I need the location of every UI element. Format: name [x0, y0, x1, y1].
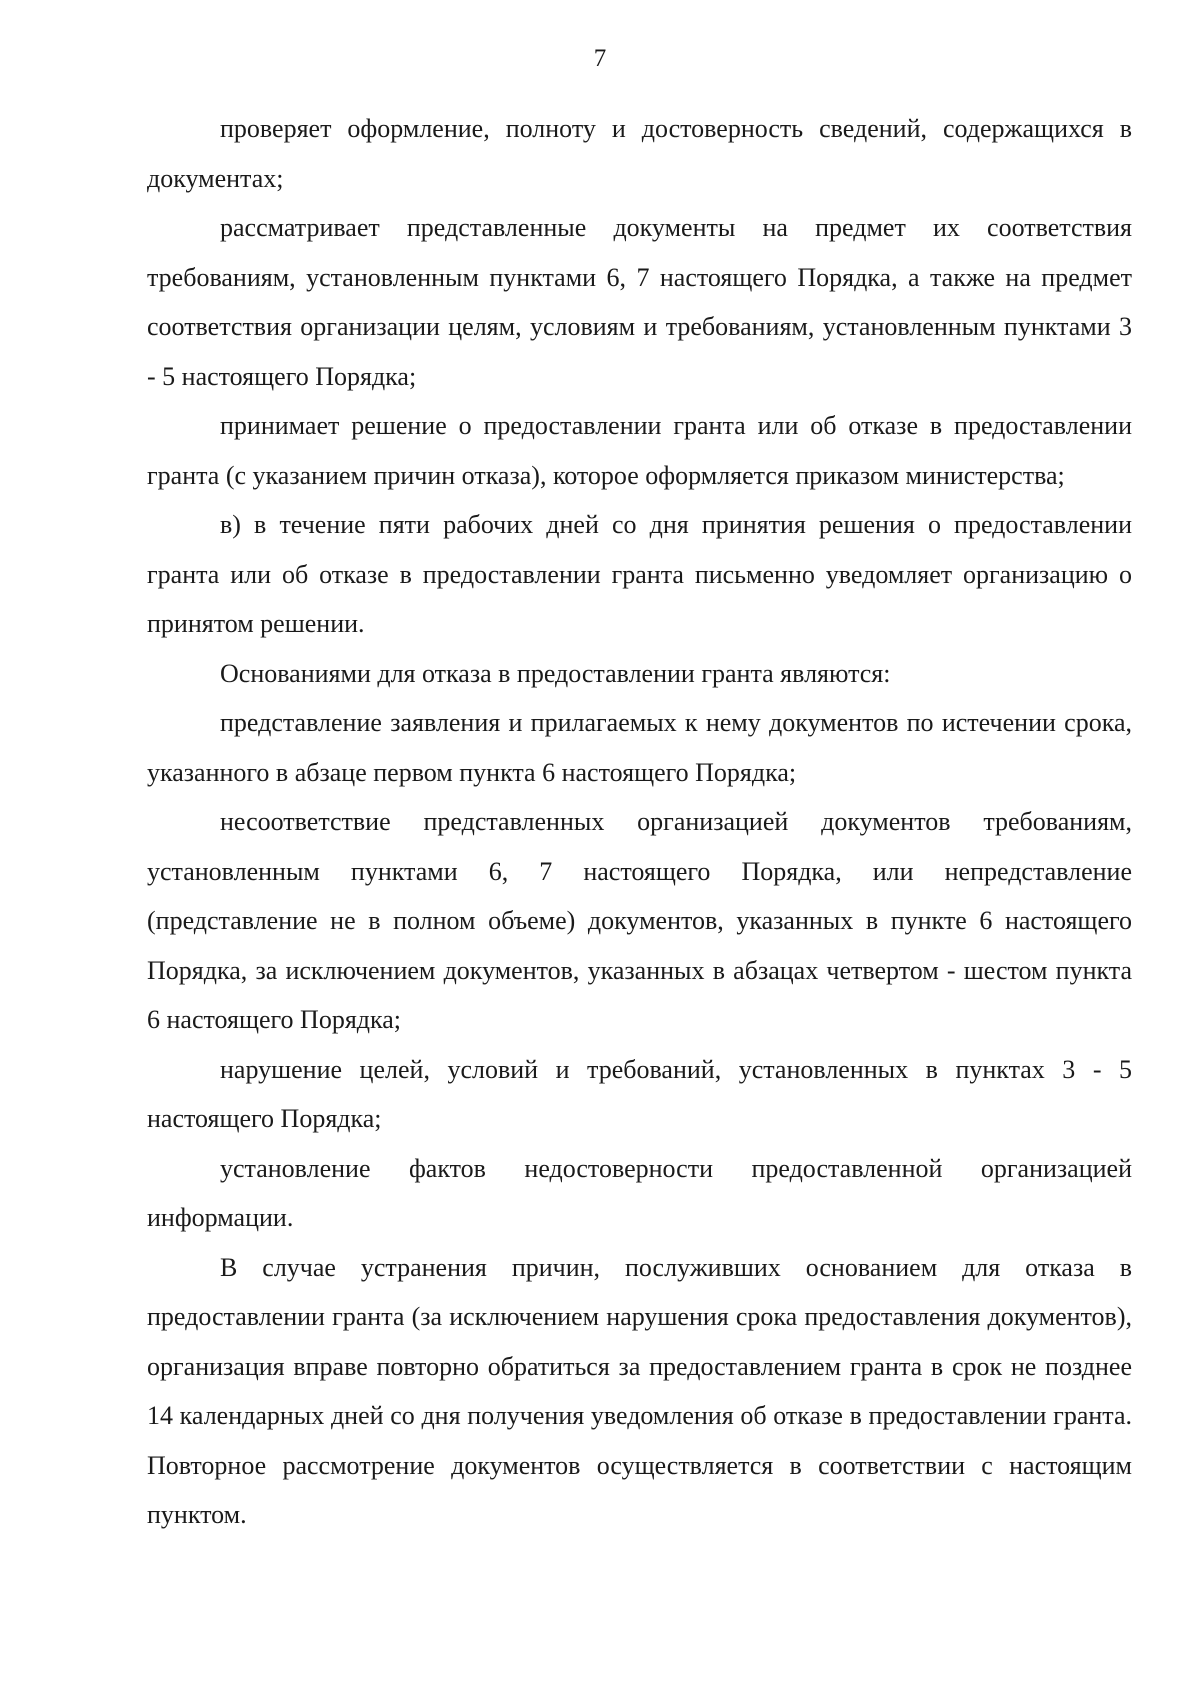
paragraph-late-submission: представление заявления и прилагаемых к нему документов по истечении срока, указанного в абзаце первом пункта 6 настоящего Порядка;	[147, 708, 1132, 787]
paragraph-make-decision: принимает решение о предоставлении гранта или об отказе в предоставлении гранта (с указанием причин отказа), которое оформляется приказом министерства;	[147, 411, 1132, 490]
paragraph-refusal-grounds-heading: Основаниями для отказа в предоставлении гранта являются:	[220, 658, 891, 688]
page-number: 7	[593, 45, 607, 72]
paragraph-check-documents: проверяет оформление, полноту и достоверность сведений, содержащихся в документах;	[147, 114, 1132, 193]
paragraph-resubmission: В случае устранения причин, послуживших основанием для отказа в предоставлении гранта (за исключением нарушения срока предоставления документов), организация вправе повторно обратиться за предоставлением гранта в срок не позднее 14 календарных дней со дня получения уведомления об отказе в предоставлении гранта. Повторное рассмотрение документов осуществляется в соответствии с настоящим пунктом.	[147, 1252, 1132, 1529]
paragraph-review-documents: рассматривает представленные документы на предмет их соответствия требованиям, установленным пунктами 6, 7 настоящего Порядка, а также на предмет соответствия организации целям, условиям и требованиям, установленным пунктами 3 - 5 настоящего Порядка;	[147, 213, 1132, 391]
document-body	[147, 104, 1132, 1540]
paragraph-notify-organization: в) в течение пяти рабочих дней со дня принятия решения о предоставлении гранта или об отказе в предоставлении гранта письменно уведомляет организацию о принятом решении.	[147, 510, 1132, 638]
paragraph-violation: нарушение целей, условий и требований, установленных в пунктах 3 - 5 настоящего Порядка;	[147, 1054, 1132, 1133]
paragraph-nonconformity: несоответствие представленных организацией документов требованиям, установленным пунктами 6, 7 настоящего Порядка, или непредставление (представление не в полном объеме) документов, указанных в пункте 6 настоящего Порядка, за исключением документов, указанных в абзацах четвертом - шестом пункта 6 настоящего Порядка;	[147, 807, 1132, 1034]
paragraph-false-information: установление фактов недостоверности предоставленной организацией информации.	[147, 1153, 1132, 1232]
